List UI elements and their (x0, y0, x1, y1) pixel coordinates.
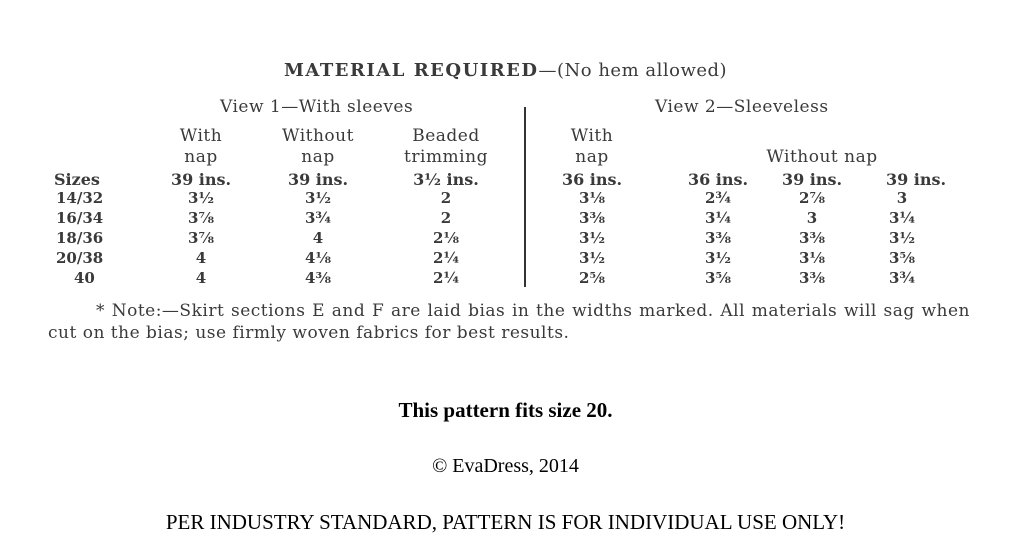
col-header-v1-without-nap: Without nap (282, 126, 354, 167)
table-cell: 2¾ (704, 189, 732, 207)
table-cell: 2¼ (432, 269, 460, 287)
table-cell: 3 (806, 209, 818, 227)
width-label: 39 ins. (170, 170, 232, 189)
size-cell: 16/34 (56, 209, 104, 227)
table-cell: 3⅜ (705, 229, 731, 247)
table-cell: 2¼ (432, 249, 460, 267)
width-label: 39 ins. (885, 170, 947, 189)
table-cell: 2 (440, 189, 452, 207)
width-label: 36 ins. (561, 170, 623, 189)
chart-title-main: MATERIAL REQUIRED (283, 60, 539, 81)
size-cell: 40 (74, 269, 95, 287)
col-header-beaded-trimming: Beaded trimming (404, 126, 488, 167)
table-cell: 2⅛ (433, 229, 459, 247)
copyright-caption: © EvaDress, 2014 (432, 455, 579, 477)
table-cell: 3⅛ (799, 249, 825, 267)
table-cell: 3⅝ (889, 249, 915, 267)
table-cell: 3⅜ (799, 229, 825, 247)
table-cell: 3⅜ (799, 269, 825, 287)
width-label: 3½ ins. (413, 170, 479, 189)
width-label: 36 ins. (687, 170, 749, 189)
view1-heading: View 1—With sleeves (220, 97, 414, 117)
table-cell: 3½ (704, 249, 732, 267)
table-cell: 3½ (304, 189, 332, 207)
size-cell: 18/36 (56, 229, 104, 247)
industry-standard-notice: PER INDUSTRY STANDARD, PATTERN IS FOR INDIVIDUAL USE ONLY! (165, 510, 846, 534)
table-cell: 4 (312, 229, 324, 247)
table-cell: 3⅞ (188, 209, 214, 227)
table-cell: 3¾ (888, 269, 916, 287)
table-cell: 4 (195, 269, 207, 287)
table-cell: 3 (896, 189, 908, 207)
note-text: * Note:—Skirt sections E and F are laid bias in the widths marked. All materials will sag when cut on the bias; use firmly woven fabrics for best results. (48, 301, 970, 343)
chart-title-suffix: —(No hem allowed) (538, 60, 728, 81)
table-cell: 4⅜ (305, 269, 331, 287)
size-cell: 20/38 (56, 249, 104, 267)
sizes-label: Sizes (54, 170, 100, 189)
table-cell: 3⅜ (579, 209, 605, 227)
note-paragraph (48, 300, 970, 344)
size-cell: 14/32 (56, 189, 104, 207)
table-cell: 2⅝ (579, 269, 605, 287)
table-cell: 3⅝ (705, 269, 731, 287)
col-header-v2-with-nap: With nap (570, 126, 614, 167)
table-cell: 2 (440, 209, 452, 227)
view-divider (524, 107, 526, 287)
table-cell: 2⅞ (799, 189, 825, 207)
width-label: 39 ins. (781, 170, 843, 189)
table-cell: 3¼ (888, 209, 916, 227)
table-cell: 3½ (888, 229, 916, 247)
table-cell: 3½ (578, 229, 606, 247)
col-header-v1-with-nap: With nap (179, 126, 223, 167)
table-cell: 3⅛ (579, 189, 605, 207)
table-cell: 3¾ (304, 209, 332, 227)
table-cell: 3¼ (704, 209, 732, 227)
view2-heading: View 2—Sleeveless (655, 97, 829, 117)
table-cell: 3½ (187, 189, 215, 207)
chart-title (0, 62, 1011, 80)
table-cell: 4 (195, 249, 207, 267)
width-label: 39 ins. (287, 170, 349, 189)
col-header-v2-without-nap: Without nap (766, 147, 878, 167)
table-cell: 3½ (578, 249, 606, 267)
table-cell: 4⅛ (305, 249, 331, 267)
table-cell: 3⅞ (188, 229, 214, 247)
fits-size-caption: This pattern fits size 20. (398, 398, 613, 422)
